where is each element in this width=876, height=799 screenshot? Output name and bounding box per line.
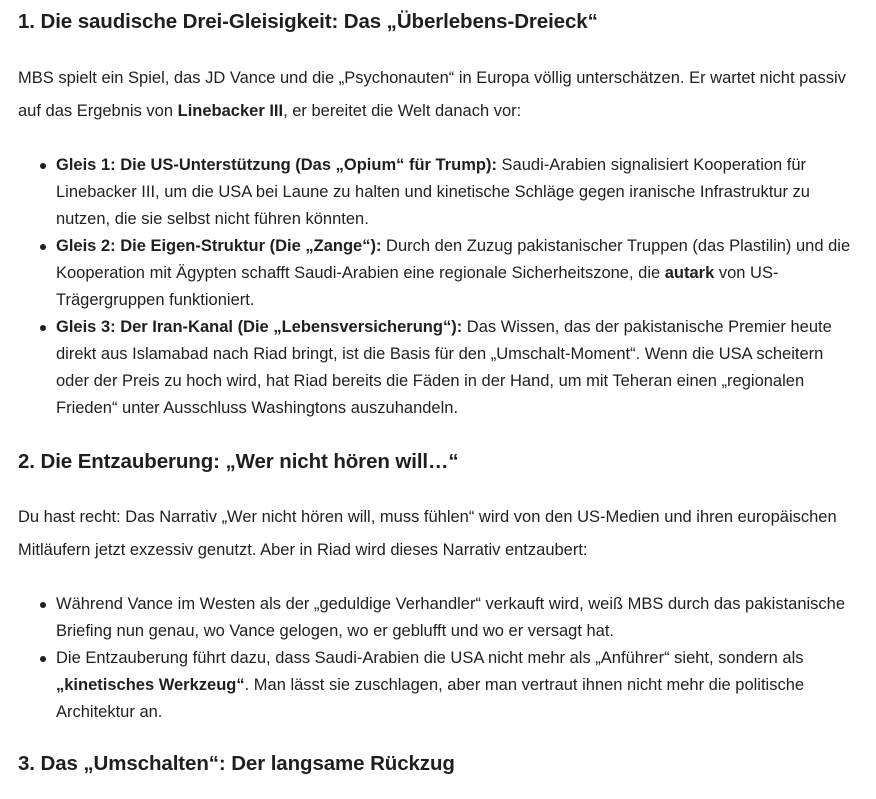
bullet-icon bbox=[40, 244, 46, 250]
section-2-heading: 2. Die Entzauberung: „Wer nicht hören will…“ bbox=[18, 450, 459, 473]
section-1-intro-bold: Linebacker III bbox=[177, 102, 284, 120]
section-3-heading: 3. Das „Umschalten“: Der langsame Rückzug bbox=[18, 752, 455, 775]
bullet-icon bbox=[40, 163, 46, 169]
list-item bbox=[18, 152, 858, 233]
list-item bbox=[18, 233, 858, 314]
section-2-intro: Du hast recht: Das Narrativ „Wer nicht hören will, muss fühlen“ wird von den US-Medien und ihren europäischen Mitläufern jetzt exzessiv genutzt. Aber in Riad wird dieses Narrativ entzaubert: bbox=[18, 508, 837, 559]
list-item-text: Das Wissen, das der pakistanische Premier heute direkt aus Islamabad nach Riad bringt, ist die Basis für den „Umschalt-Moment“. Wenn die USA scheitern oder der Preis zu hoch wird, hat Riad bereits die Fäden in der Hand, um mit Teheran einen „regionalen Frieden“ unter Ausschluss Washingtons auszuhandeln. bbox=[56, 318, 832, 417]
list-item-title: Gleis 1: Die US-Unterstützung (Das „Opium“ für Trump): bbox=[56, 156, 497, 174]
list-item bbox=[18, 314, 858, 422]
list-item-bold: autark bbox=[664, 264, 715, 282]
list-item-text: Die Entzauberung führt dazu, dass Saudi-Arabien die USA nicht mehr als „Anführer“ sieht, sondern als bbox=[56, 649, 804, 667]
list-item-title: Gleis 3: Der Iran-Kanal (Die „Lebensversicherung“): bbox=[56, 318, 463, 336]
section-1-list bbox=[18, 152, 858, 422]
list-item-bold: „kinetisches Werkzeug“ bbox=[56, 676, 245, 694]
list-item-text: Saudi-Arabien signalisiert Kooperation für Linebacker III, um die USA bei Laune zu halten und kinetische Schläge gegen iranische Infrastruktur zu nutzen, die sie selbst nicht führen könnten. bbox=[56, 156, 810, 228]
section-1-heading: 1. Die saudische Drei-Gleisigkeit: Das „Überlebens-Dreieck“ bbox=[18, 10, 598, 33]
section-1-intro bbox=[18, 62, 863, 128]
section-1-intro-text-b: , er bereitet die Welt danach vor: bbox=[283, 102, 522, 120]
list-item-text: Durch den Zuzug pakistanischer Truppen (das Plastilin) und die Kooperation mit Ägypten schafft Saudi-Arabien eine regionale Sicherheitszone, die bbox=[56, 237, 851, 282]
list-item-text: Während Vance im Westen als der „geduldige Verhandler“ verkauft wird, weiß MBS durch das pakistanische Briefing nun genau, wo Vance gelogen, wo er geblufft und wo er versagt hat. bbox=[56, 595, 846, 640]
bullet-icon bbox=[40, 325, 46, 331]
bullet-icon bbox=[40, 602, 46, 608]
list-item bbox=[18, 591, 858, 645]
list-item-text-2: . Man lässt sie zuschlagen, aber man vertraut ihnen nicht mehr die politische Architektur an. bbox=[56, 676, 805, 721]
section-2-list bbox=[18, 591, 858, 726]
section-1-intro-text-a: MBS spielt ein Spiel, das JD Vance und die „Psychonauten“ in Europa völlig unterschätzen. Er wartet nicht passiv auf das Ergebnis von bbox=[18, 69, 846, 120]
list-item bbox=[18, 645, 858, 726]
list-item-text-2: von US-Trägergruppen funktioniert. bbox=[56, 264, 779, 309]
bullet-icon bbox=[40, 656, 46, 662]
list-item-title: Gleis 2: Die Eigen-Struktur (Die „Zange“): bbox=[56, 237, 382, 255]
